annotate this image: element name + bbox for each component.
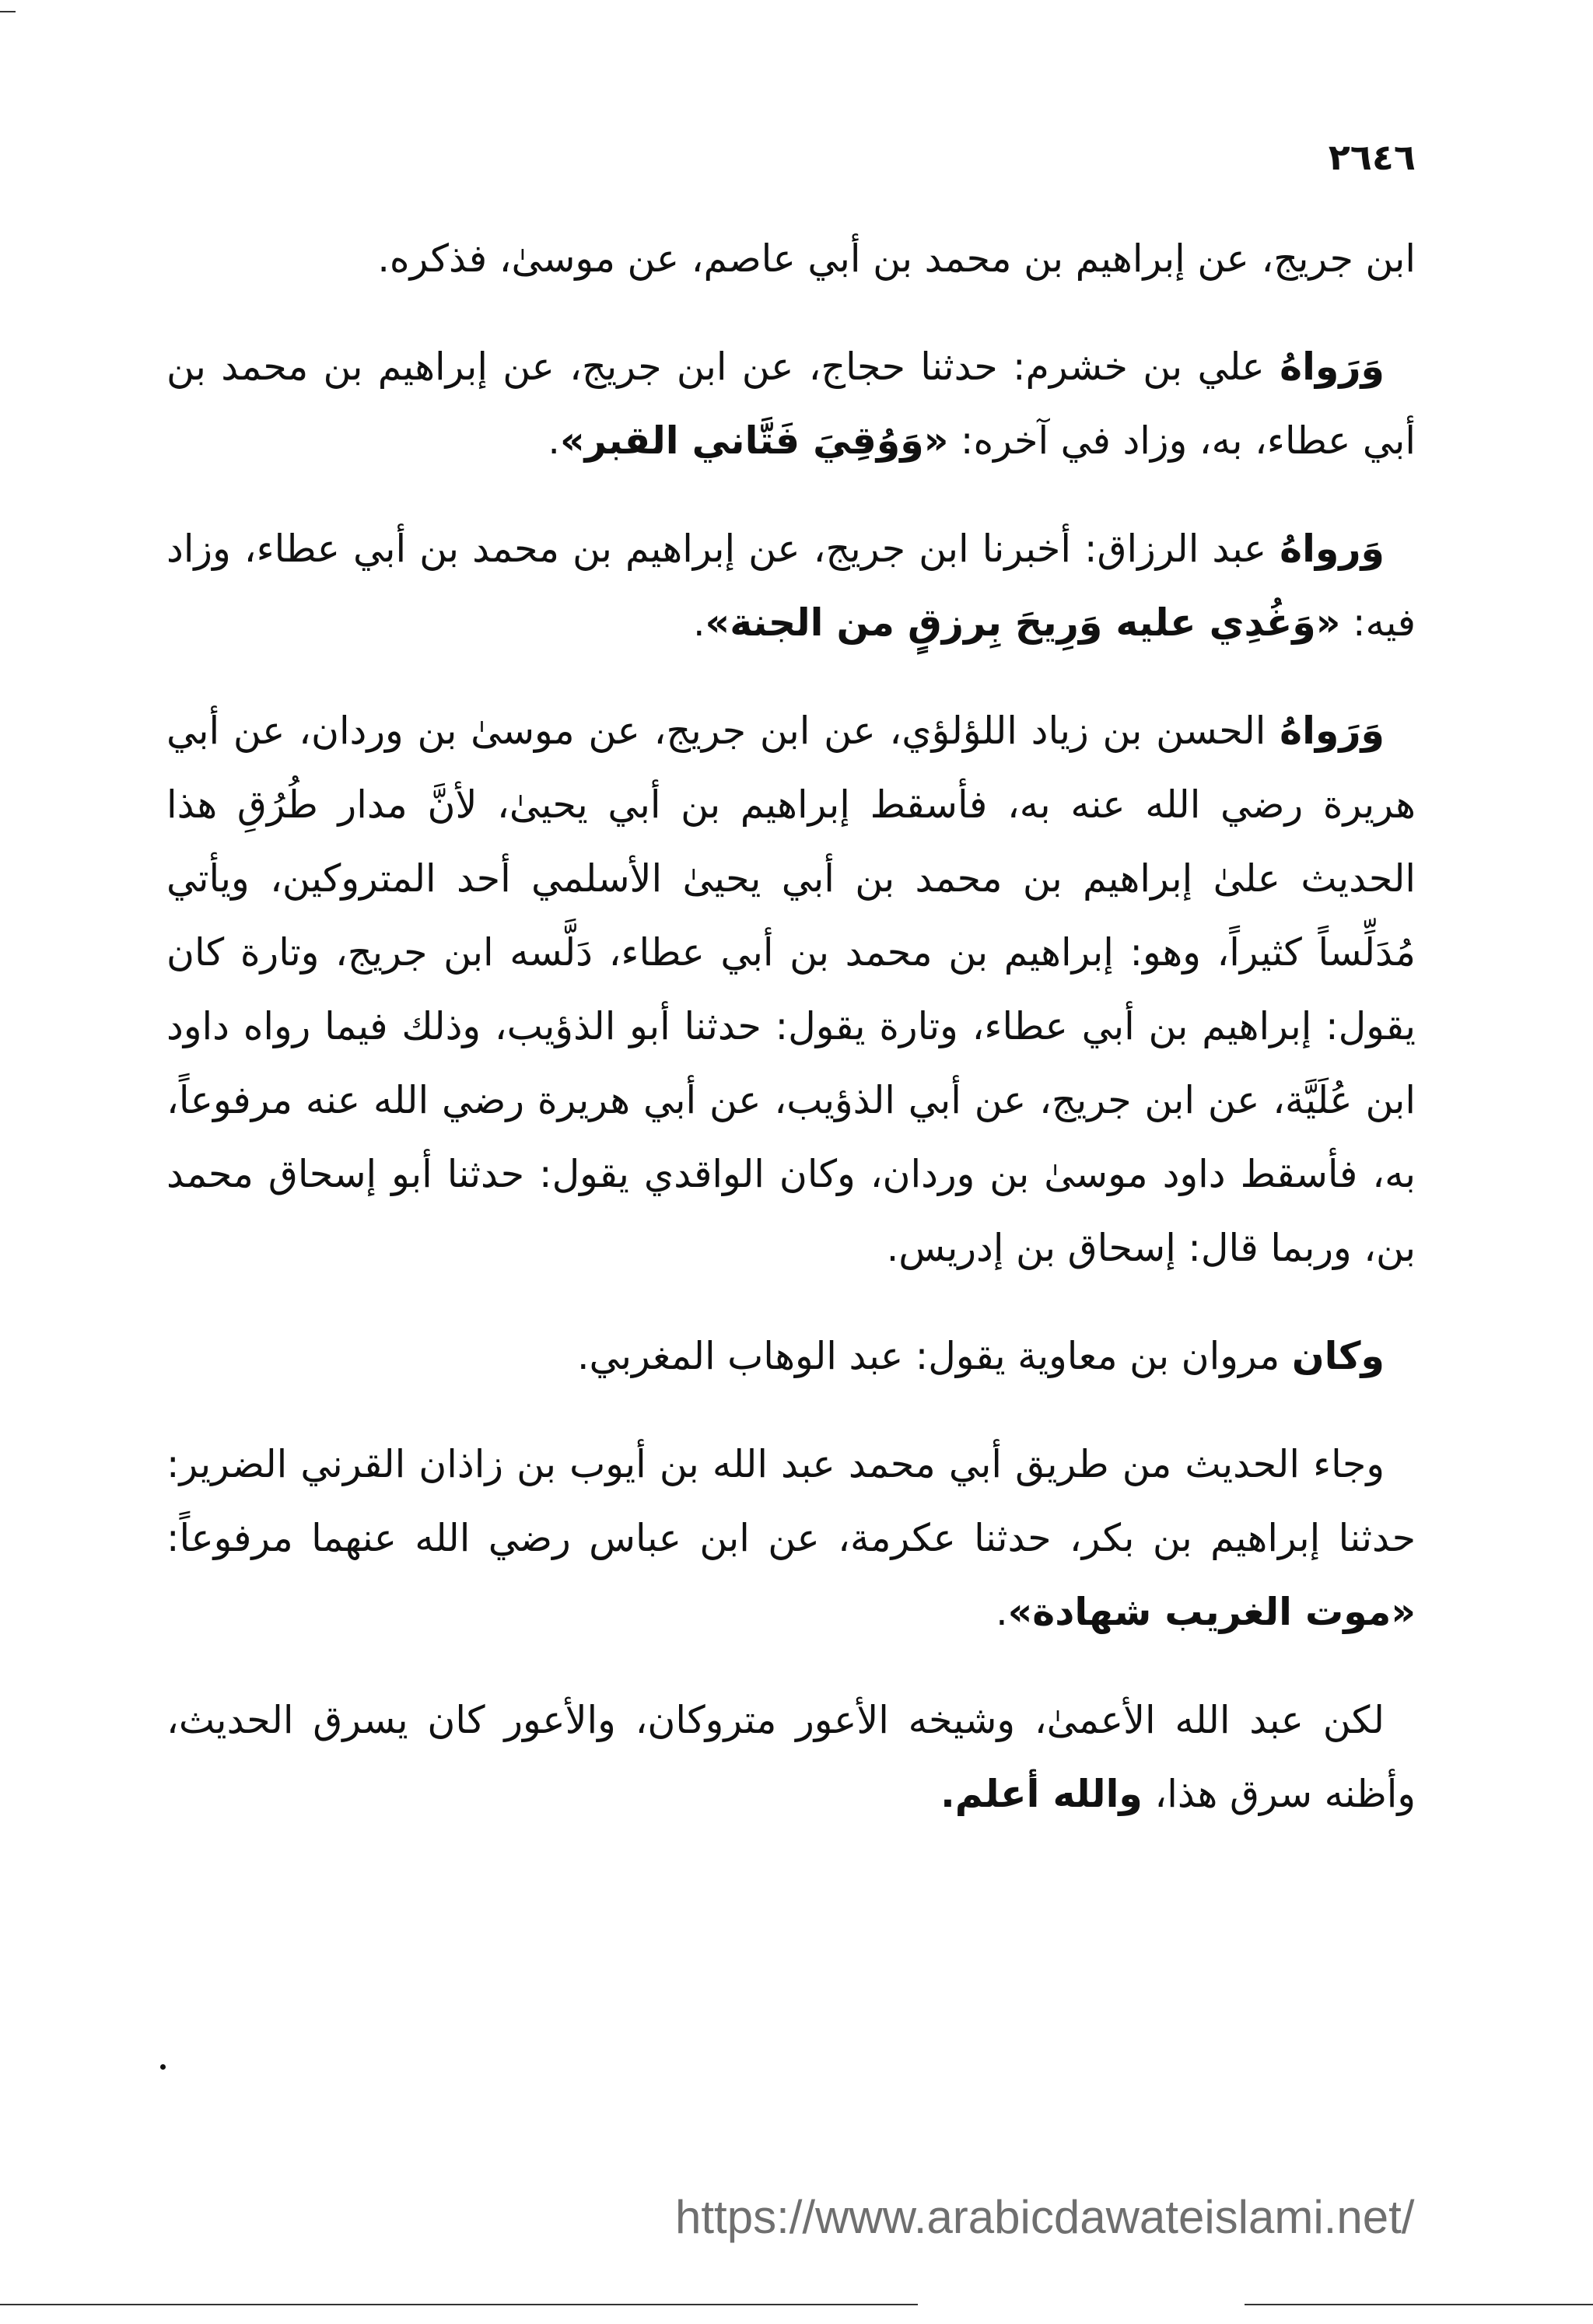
paragraph-3-end: . [692, 600, 705, 645]
scan-corner-mark [0, 11, 16, 12]
paragraph-7-text: لكن عبد الله الأعمىٰ، وشيخه الأعور متروكان، والأعور كان يسرق الحديث، وأظنه سرق هذا، [166, 1698, 1416, 1816]
paragraph-3-quote: «وَغُدِي عليه وَرِيحَ بِرزقٍ من الجنة» [705, 600, 1341, 645]
paragraph-7-end: والله أعلم. [940, 1772, 1143, 1816]
paragraph-5-lead: وكان [1291, 1334, 1385, 1378]
paragraph-2-end: . [548, 418, 560, 463]
paragraph-6-text: وجاء الحديث من طريق أبي محمد عبد الله بن أيوب بن زاذان القرني الضرير: حدثنا إبراهيم بن بكر، حدثنا عكرمة، عن ابن عباس رضي الله عنهما مرفوعاً: [166, 1442, 1416, 1560]
paragraph-3 [166, 512, 1416, 660]
paragraph-3-lead: وَرواهُ [1280, 527, 1385, 571]
paragraph-5 [166, 1319, 1416, 1393]
main-text [166, 222, 1416, 1865]
paragraph-4-lead: وَرَواهُ [1280, 709, 1385, 753]
paragraph-4-text: الحسن بن زياد اللؤلؤي، عن ابن جريج، عن موسىٰ بن وردان، عن أبي هريرة رضي الله عنه به، فأسقط إبراهيم بن أبي يحيىٰ، لأنَّ مدار طُرُقِ هذا الحديث علىٰ إبراهيم بن محمد بن أبي يحيىٰ الأسلمي أحد المتروكين، ويأتي مُدَلِّساً كثيراً، وهو: إبراهيم بن محمد بن أبي عطاء، دَلَّسه ابن جريج، وتارة كان يقول: إبراهيم بن أبي عطاء، وتارة يقول: حدثنا أبو الذؤيب، وذلك فيما رواه داود ابن عُلَيَّة، عن ابن جريج، عن أبي الذؤيب، عن أبي هريرة رضي الله عنه مرفوعاً، به، فأسقط داود موسىٰ بن وردان، وكان الواقدي يقول: حدثنا أبو إسحاق محمد بن، وربما قال: إسحاق بن إدريس. [166, 709, 1416, 1270]
paragraph-6-quote: «موت الغريب شهادة» [1007, 1590, 1416, 1634]
paragraph-2-lead: وَرَواهُ [1280, 345, 1385, 389]
paragraph-2-quote: «وَوُقِيَ فَتَّاني القبر» [559, 418, 949, 463]
paragraph-6 [166, 1427, 1416, 1649]
bottom-rule-left [0, 2304, 918, 2305]
paragraph-5-text: مروان بن معاوية يقول: عبد الوهاب المغربي. [576, 1334, 1292, 1378]
page-number: ٢٦٤٦ [1328, 136, 1416, 178]
paragraph-6-end: . [996, 1590, 1008, 1634]
paragraph-7 [166, 1683, 1416, 1831]
paragraph-4 [166, 694, 1416, 1285]
stray-dot [160, 2064, 166, 2070]
paragraph-3-text: عبد الرزاق: أخبرنا ابن جريج، عن إبراهيم بن محمد بن أبي عطاء، وزاد فيه: [166, 527, 1416, 645]
paragraph-2 [166, 330, 1416, 478]
bottom-rule-right [1245, 2304, 1593, 2305]
watermark-url: https://www.arabicdawateislami.net/ [675, 2191, 1415, 2243]
paragraph-1 [166, 222, 1416, 296]
paragraph-2-text: علي بن خشرم: حدثنا حجاج، عن ابن جريج، عن إبراهيم بن محمد بن أبي عطاء، به، وزاد في آخره: [166, 345, 1416, 463]
paragraph-1-text: ابن جريج، عن إبراهيم بن محمد بن أبي عاصم، عن موسىٰ، فذكره. [377, 236, 1416, 281]
